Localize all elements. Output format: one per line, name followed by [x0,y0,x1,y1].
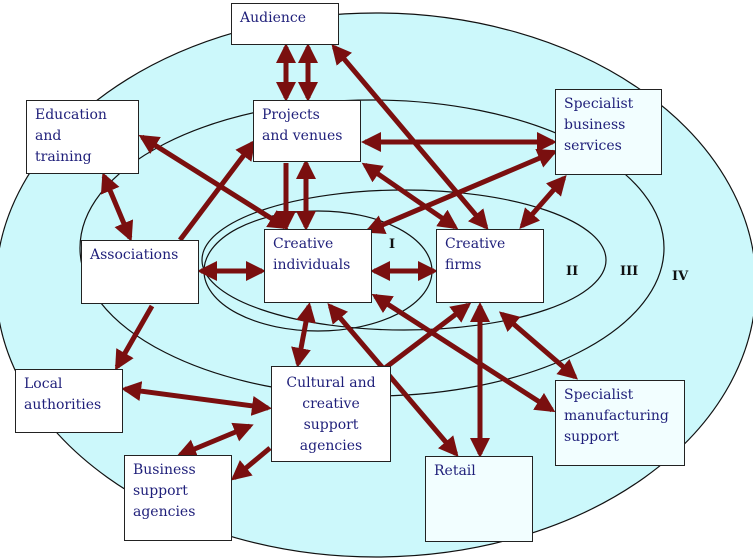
education-box: Education and training [26,100,139,174]
local-authorities-box: Local authorities [15,369,123,433]
retail-box: Retail [425,456,533,542]
specialist-services-box: Specialist business services [555,89,662,175]
specialist-manufacturing-box: Specialist manufacturing support [555,380,685,466]
audience-box: Audience [231,3,339,45]
associations-box: Associations [81,240,199,304]
business-support-box: Business support agencies [124,455,232,541]
zone-i-label: I [389,237,396,252]
cultural-support-box: Cultural and creative support agencies [271,366,391,462]
zone-ii-label: II [566,264,579,279]
creative-individuals-box: Creative individuals [264,229,372,303]
zone-iv-label: IV [672,269,689,284]
projects-box: Projects and venues [253,100,361,162]
zone-iii-label: III [620,264,639,279]
creative-firms-box: Creative firms [436,229,544,303]
